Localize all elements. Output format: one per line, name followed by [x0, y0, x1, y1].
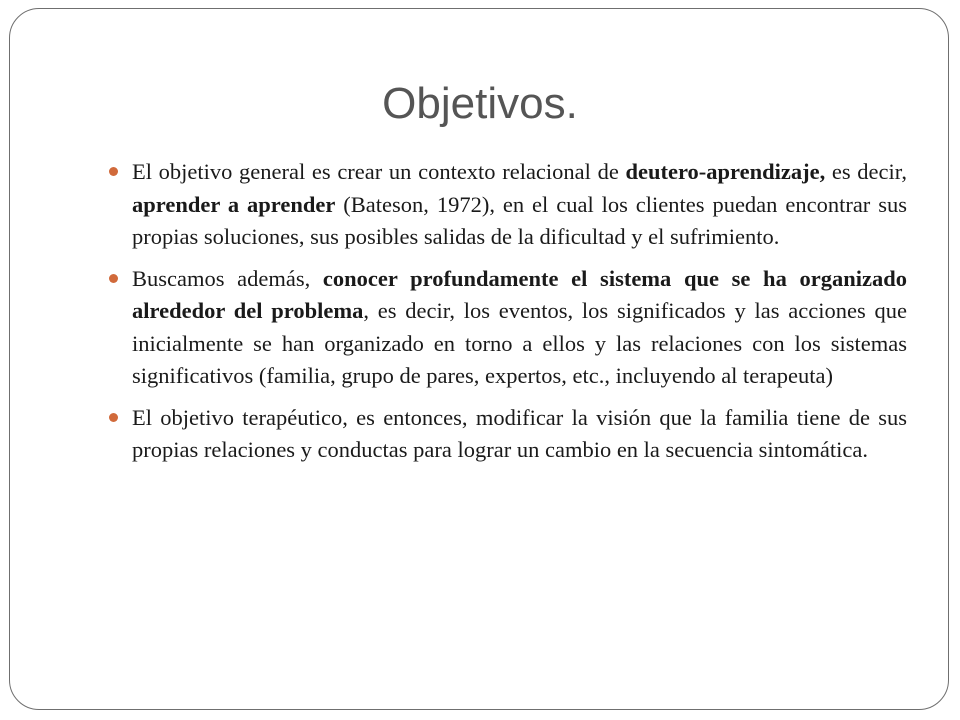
bullet-segment: El objetivo general es crear un contexto relacional de	[132, 159, 626, 184]
bullet-segment: El objetivo terapéutico, es entonces, modificar la visión que la familia tiene de sus propias relaciones y conductas para lograr un cambio en la secuencia sintomática.	[132, 404, 907, 462]
bullet-segment: (Bateson, 1972), en el cual los clientes puedan encontrar sus propias soluciones, sus posibles salidas de la dificultad y el sufrimiento.	[132, 191, 907, 249]
bullet-item	[107, 156, 907, 254]
bullet-segment: Buscamos además,	[132, 265, 323, 291]
bullet-segment-bold: deutero-aprendizaje,	[625, 159, 826, 184]
bullet-dot-icon	[109, 413, 118, 422]
bullet-segment: es decir,	[825, 159, 907, 184]
bullet-item	[107, 263, 907, 393]
bullet-segment: , es decir, los eventos, los significados y las acciones que inicialmente se han organizado en torno a ellos y las relaciones con los sistemas significativos (familia, grupo de pares, expertos, etc., incluyendo al terapeuta)	[132, 298, 907, 388]
bullet-dot-icon	[109, 167, 118, 176]
bullet-item	[107, 402, 907, 467]
slide-title: Objetivos.	[382, 79, 578, 128]
bullet-segment-bold: aprender a aprender	[132, 191, 336, 217]
slide-content	[107, 156, 907, 476]
bullet-dot-icon	[109, 274, 118, 283]
bullet-segment-bold: conocer profundamente el sistema que se ha organizado alrededor del problema	[132, 265, 907, 323]
